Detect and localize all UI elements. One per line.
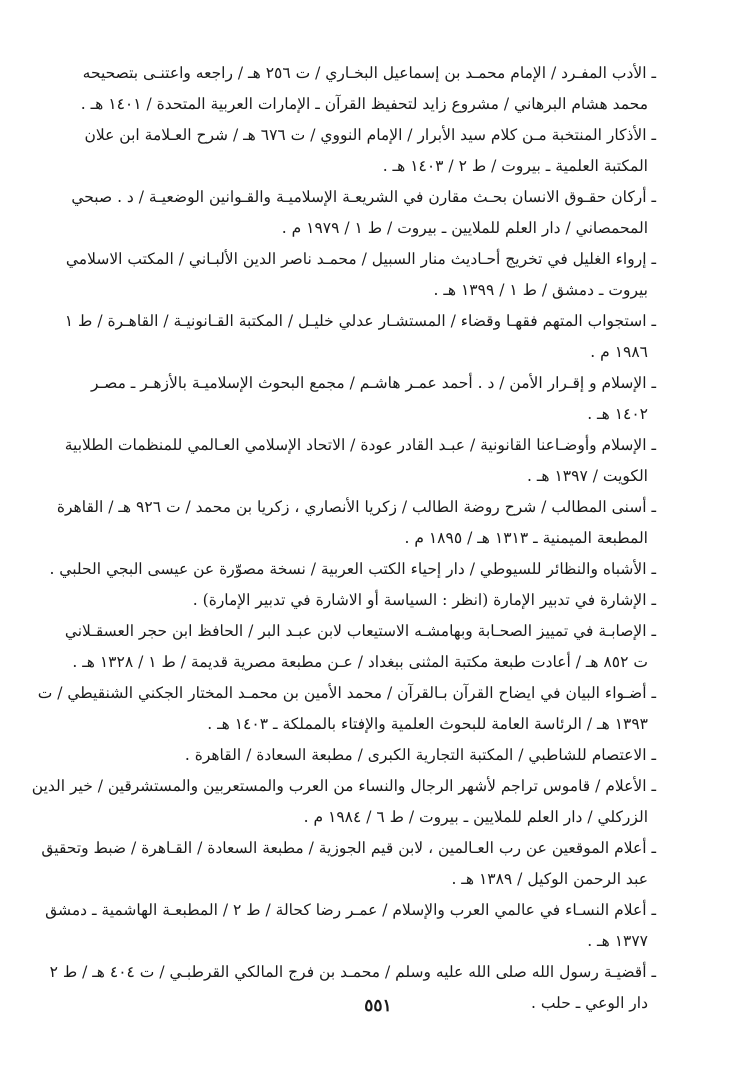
bibliography-entry: [56, 492, 656, 554]
entry-first-line: ـ أضـواء البيان في ايضاح القرآن بـالقرآن / محمد الأمين بن محمـد المختار الجكني الشنقيطي / ت: [37, 684, 656, 702]
entry-continuation-line: ١٩٨٦ م .: [590, 343, 648, 361]
entry-continuation-line: بيروت ـ دمشق / ط ١ / ١٣٩٩ هـ .: [433, 281, 648, 299]
entry-first-line: ـ الأذكار المنتخبة مـن كلام سيد الأبرار / الإمام النووي / ت ٦٧٦ هـ / شرح العـلامة ابن علان: [84, 126, 656, 144]
entry-continuation-line: الزركلي / دار العلم للملايين ـ بيروت / ط ٦ / ١٩٨٤ م .: [303, 808, 648, 826]
entry-continuation-line: ١٣٩٣ هـ / الرئاسة العامة للبحوث العلمية والإفتاء بالمملكة ـ ١٤٠٣ هـ .: [207, 715, 648, 733]
entry-continuation-line: المكتبة العلمية ـ بيروت / ط ٢ / ١٤٠٣ هـ .: [382, 157, 648, 175]
entry-first-line: ـ إرواء الغليل في تخريج أحـاديث منار السبيل / محمـد ناصر الدين الألبـاني / المكتب الاسلامي: [65, 250, 656, 268]
bibliography-entry: [31, 771, 656, 833]
entry-first-line: ـ الاعتصام للشاطبي / المكتبة التجارية الكبرى / مطبعة السعادة / القاهرة .: [184, 746, 656, 764]
entry-continuation-line: ١٣٧٧ هـ .: [587, 932, 648, 950]
bibliography-entry: [45, 895, 656, 957]
entry-first-line: ـ الأشباه والنظائر للسيوطي / دار إحياء الكتب العربية / نسخة مصوّرة عن عيسى البجي الحلبي .: [49, 560, 656, 578]
page-number: ٥٥١: [364, 996, 392, 1016]
bibliography-list: [31, 58, 656, 1019]
bibliography-entry: [71, 182, 656, 244]
entry-first-line: ـ أسنى المطالب / شرح روضة الطالب / زكريا الأنصاري ، زكريا بن محمد / ت ٩٢٦ هـ / القاهرة: [56, 498, 656, 516]
entry-first-line: ـ أركان حقـوق الانسان بحـث مقارن في الشريعـة الإسلاميـة والقـوانين الوضعيـة / د . صبحي: [71, 188, 656, 206]
entry-first-line: ـ الإصابـة في تمييز الصحـابة وبهامشـه الاستيعاب لابن عبـد البر / الحافظ ابن حجر العسقـلاني: [64, 622, 656, 640]
entry-continuation-line: ١٤٠٢ هـ .: [587, 405, 648, 423]
bibliography-entry: [80, 58, 656, 120]
entry-continuation-line: المحمصاني / دار العلم للملايين ـ بيروت / ط ١ / ١٩٧٩ م .: [281, 219, 648, 237]
entry-first-line: ـ الأعلام / قاموس تراجم لأشهر الرجال والنساء من العرب والمستعربين والمستشرقين / خير الدين: [31, 777, 656, 795]
bibliography-entry: [100, 740, 656, 771]
bibliography-entry: [100, 585, 656, 616]
entry-first-line: ـ أعلام الموقعين عن رب العـالمين ، لابن قيم الجوزية / مطبعة السعادة / القـاهرة / ضبط وتحقيق: [41, 839, 656, 857]
bibliography-entry: [64, 616, 656, 678]
entry-first-line: ـ استجواب المتهم فقهـا وقضاء / المستشـار عدلي خليـل / المكتبة القـانونيـة / القاهـرة / ط ١: [64, 312, 656, 330]
entry-first-line: ـ الإسلام و إقـرار الأمن / د . أحمد عمـر هاشـم / مجمع البحوث الإسلاميـة بالأزهـر ـ مصـر: [91, 374, 656, 392]
bibliography-entry: [49, 554, 656, 585]
entry-continuation-line: عبد الرحمن الوكيل / ١٣٨٩ هـ .: [451, 870, 648, 888]
bibliography-entry: [64, 306, 656, 368]
entry-first-line: ـ الأدب المفـرد / الإمام محمـد بن إسماعيل البخـاري / ت ٢٥٦ هـ / راجعه واعتنـى بتصحيحه: [82, 64, 656, 82]
bibliography-entry: [64, 430, 656, 492]
entry-continuation-line: المطبعة الميمنية ـ ١٣١٣ هـ / ١٨٩٥ م .: [404, 529, 648, 547]
bibliography-entry: [84, 120, 656, 182]
bibliography-entry: [91, 368, 656, 430]
entry-continuation-line: الكويت / ١٣٩٧ هـ .: [526, 467, 648, 485]
entry-continuation-line: ت ٨٥٢ هـ / أعادت طبعة مكتبة المثنى ببغداد / عـن مطبعة مصرية قديمة / ط ١ / ١٣٢٨ هـ .: [72, 653, 648, 671]
bibliography-entry: [37, 678, 656, 740]
entry-first-line: ـ الإسلام وأوضـاعنا القانونية / عبـد القادر عودة / الاتحاد الإسلامي العـالمي للمنظمات الطلابية: [64, 436, 656, 454]
entry-first-line: ـ الإشارة في تدبير الإمارة (انظر : السياسة أو الاشارة في تدبير الإمارة) .: [192, 591, 656, 609]
bibliography-entry: [65, 244, 656, 306]
entry-first-line: ـ أعلام النسـاء في عالمي العرب والإسلام / عمـر رضا كحالة / ط ٢ / المطبعـة الهاشمية ـ دمشق: [45, 901, 656, 919]
bibliography-entry: [41, 833, 656, 895]
entry-continuation-line: دار الوعي ـ حلب .: [530, 994, 648, 1012]
entry-continuation-line: محمد هشام البرهاني / مشروع زايد لتحفيظ القرآن ـ الإمارات العربية المتحدة / ١٤٠١ هـ .: [80, 95, 648, 113]
entry-first-line: ـ أقضيـة رسول الله صلى الله عليه وسلم / محمـد بن فرج المالكي القرطبـي / ت ٤٠٤ هـ / ط ٢: [49, 963, 656, 981]
